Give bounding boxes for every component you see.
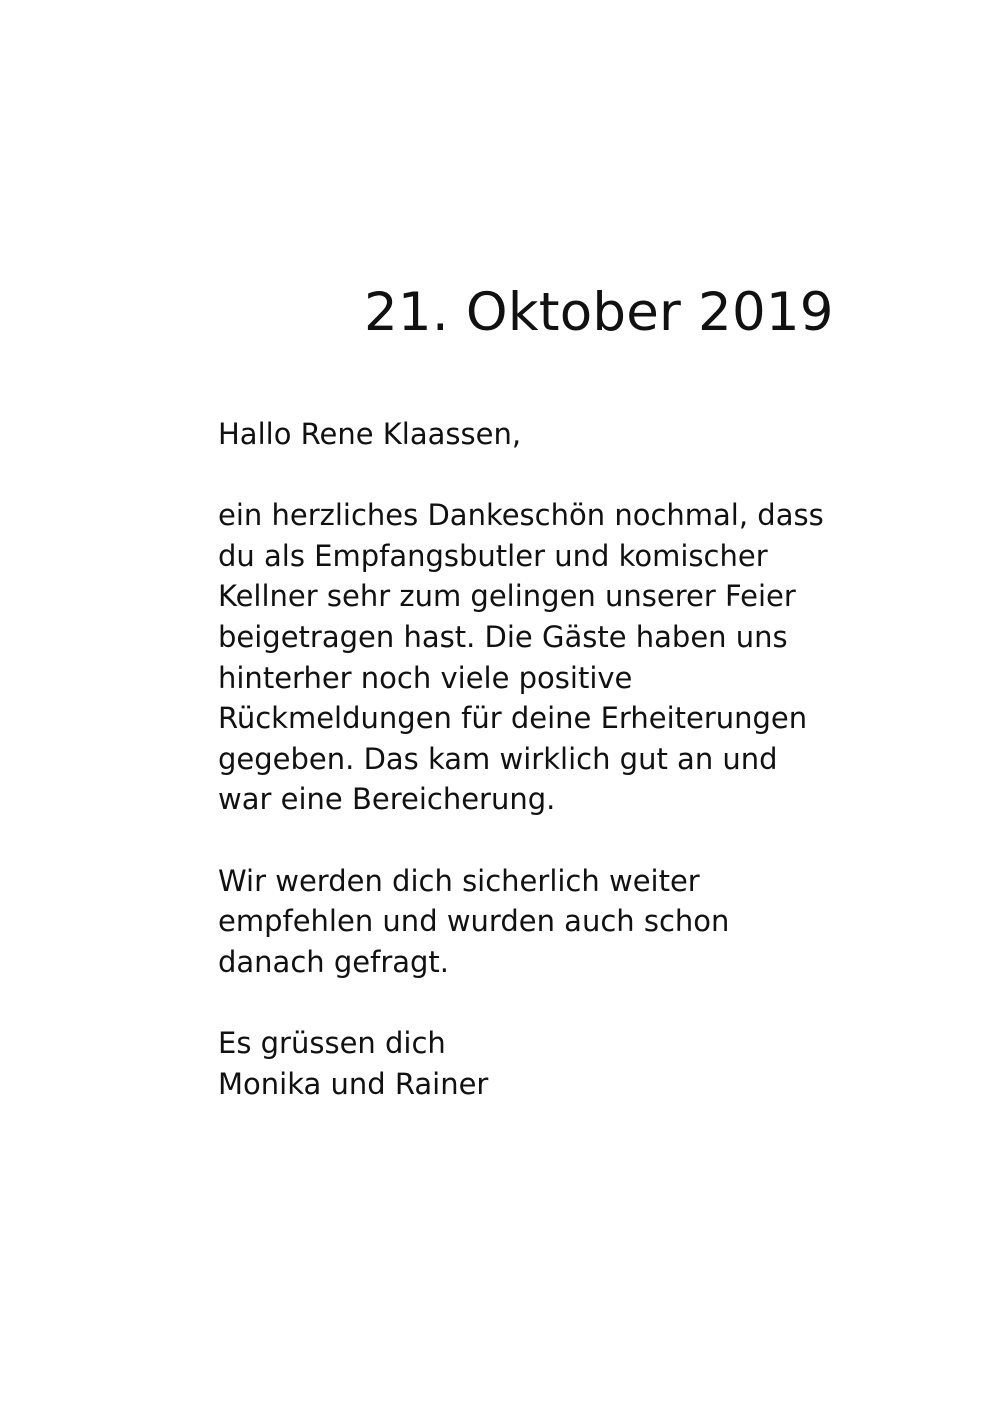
paragraph-line: Kellner sehr zum gelingen unserer Feier <box>218 579 796 614</box>
signature: Monika und Rainer <box>218 1066 489 1101</box>
paragraph-spacer <box>218 982 838 1023</box>
paragraph-spacer <box>218 455 838 496</box>
paragraph-line: empfehlen und wurden auch schon <box>218 904 730 939</box>
paragraph-line: gegeben. Das kam wirklich gut an und <box>218 741 778 776</box>
paragraph-recommendation <box>218 861 838 983</box>
paragraph-spacer <box>218 820 838 861</box>
paragraph-thanks <box>218 495 838 820</box>
paragraph-line: war eine Bereicherung. <box>218 782 556 817</box>
paragraph-line: du als Empfangsbutler und komischer <box>218 538 768 573</box>
paragraph-line: hinterher noch viele positive <box>218 660 633 695</box>
greeting: Hallo Rene Klaassen, <box>218 417 522 451</box>
paragraph-line: Wir werden dich sicherlich weiter <box>218 863 700 898</box>
letter-date: 21. Oktober 2019 <box>364 282 834 343</box>
paragraph-line: beigetragen hast. Die Gäste haben uns <box>218 619 788 654</box>
paragraph-line: danach gefragt. <box>218 944 450 979</box>
paragraph-line: Rückmeldungen für deine Erheiterungen <box>218 701 808 736</box>
letter-body <box>218 414 838 1104</box>
paragraph-line: ein herzliches Dankeschön nochmal, dass <box>218 498 824 533</box>
closing: Es grüssen dich <box>218 1025 446 1060</box>
